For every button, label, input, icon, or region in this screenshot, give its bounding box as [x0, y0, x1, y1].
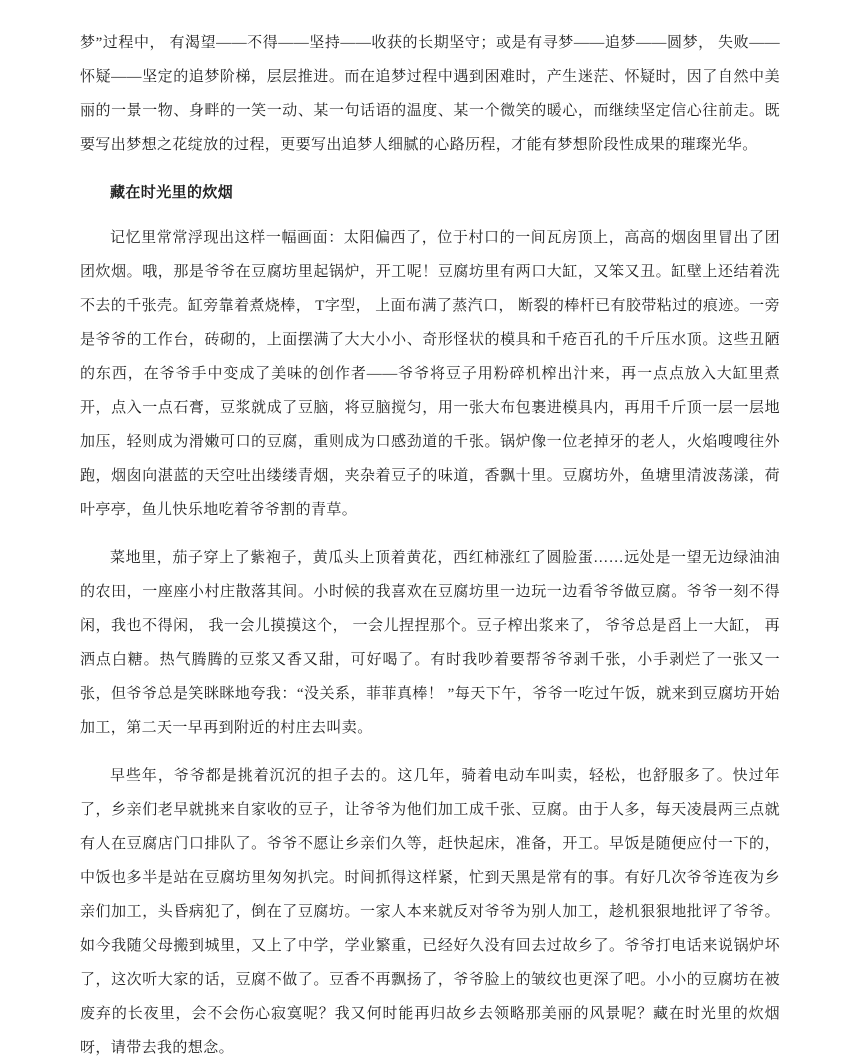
essay-title: 藏在时光里的炊烟	[110, 185, 234, 201]
paragraph-dream-journey: 梦”过程中， 有渴望——不得——坚持——收获的长期坚守；或是有寻梦——追梦——圆梦， 失败——怀疑——坚定的追梦阶梯，层层推进。而在追梦过程中遇到困难时，产生迷茫、怀疑时，因了自然中美丽的一景一物、身畔的一笑一动、某一句话语的温度、某一个微笑的暖心，而继续坚定信心往前走。既要写出梦想之花绽放的过程，更要写出追梦人细腻的心路历程，才能有梦想阶段性成果的璀璨光华。	[80, 35, 780, 153]
paragraph-recent-years: 早些年，爷爷都是挑着沉沉的担子去的。这几年，骑着电动车叫卖，轻松，也舒服多了。快过年了，乡亲们老早就挑来自家收的豆子，让爷爷为他们加工成千张、豆腐。由于人多，每天凌晨两三点就有人在豆腐店门口排队了。爷爷不愿让乡亲们久等，赶快起床，准备，开工。早饭是随便应付一下的，中饭也多半是站在豆腐坊里匆匆扒完。时间抓得这样紧，忙到天黑是常有的事。有好几次爷爷连夜为乡亲们加工，头昏病犯了，倒在了豆腐坊。一家人本来就反对爷爷为别人加工，趁机狠狠地批评了爷爷。如今我随父母搬到城里，又上了中学，学业繁重，已经好久没有回去过故乡了。爷爷打电话来说锅炉坏了，这次听大家的话，豆腐不做了。豆香不再飘扬了，爷爷脸上的皱纹也更深了吧。小小的豆腐坊在被废弃的长夜里，会不会伤心寂寞呢？我又何时能再归故乡去领略那美丽的风景呢？藏在时光里的炊烟呀，请带去我的想念。	[80, 768, 780, 1056]
paragraph-vegetable-garden: 菜地里，茄子穿上了紫袍子，黄瓜头上顶着黄花，西红柿涨红了圆脸蛋……远处是一望无边绿油油的农田，一座座小村庄散落其间。小时候的我喜欢在豆腐坊里一边玩一边看爷爷做豆腐。爷爷一刻不得闲，我也不得闲， 我一会儿摸摸这个， 一会儿捏捏那个。豆子榨出浆来了， 爷爷总是舀上一大缸， 再洒点白糖。热气腾腾的豆浆又香又甜，可好喝了。有时我吵着要帮爷爷剥千张，小手剥烂了一张又一张，但爷爷总是笑眯眯地夸我：“没关系，菲菲真棒！ ”每天下午，爷爷一吃过午饭，就来到豆腐坊开始加工，第二天一早再到附近的村庄去叫卖。	[80, 550, 780, 736]
paragraph-memory-scene: 记忆里常常浮现出这样一幅画面：太阳偏西了，位于村口的一间瓦房顶上，高高的烟囱里冒出了团团炊烟。哦，那是爷爷在豆腐坊里起锅炉，开工呢！豆腐坊里有两口大缸，又笨又丑。缸壁上还结着洗不去的千张壳。缸旁靠着煮烧棒， T字型， 上面布满了蒸汽口， 断裂的棒杆已有胶带粘过的痕迹。一旁是爷爷的工作台，砖砌的，上面摆满了大大小小、奇形怪状的模具和千疮百孔的千斤压水顶。这些丑陋的东西，在爷爷手中变成了美味的创作者——爷爷将豆子用粉碎机榨出汁来，再一点点放入大缸里煮开，点入一点石膏，豆浆就成了豆脑，将豆脑搅匀，用一张大布包裹进模具内，再用千斤顶一层一层地加压，轻则成为滑嫩可口的豆腐，重则成为口感劲道的千张。锅炉像一位老掉牙的老人，火焰嗖嗖往外跑，烟囱向湛蓝的天空吐出缕缕青烟，夹杂着豆子的味道，香飘十里。豆腐坊外，鱼塘里清波荡漾，荷叶亭亭，鱼儿快乐地吃着爷爷割的青草。	[80, 230, 780, 518]
